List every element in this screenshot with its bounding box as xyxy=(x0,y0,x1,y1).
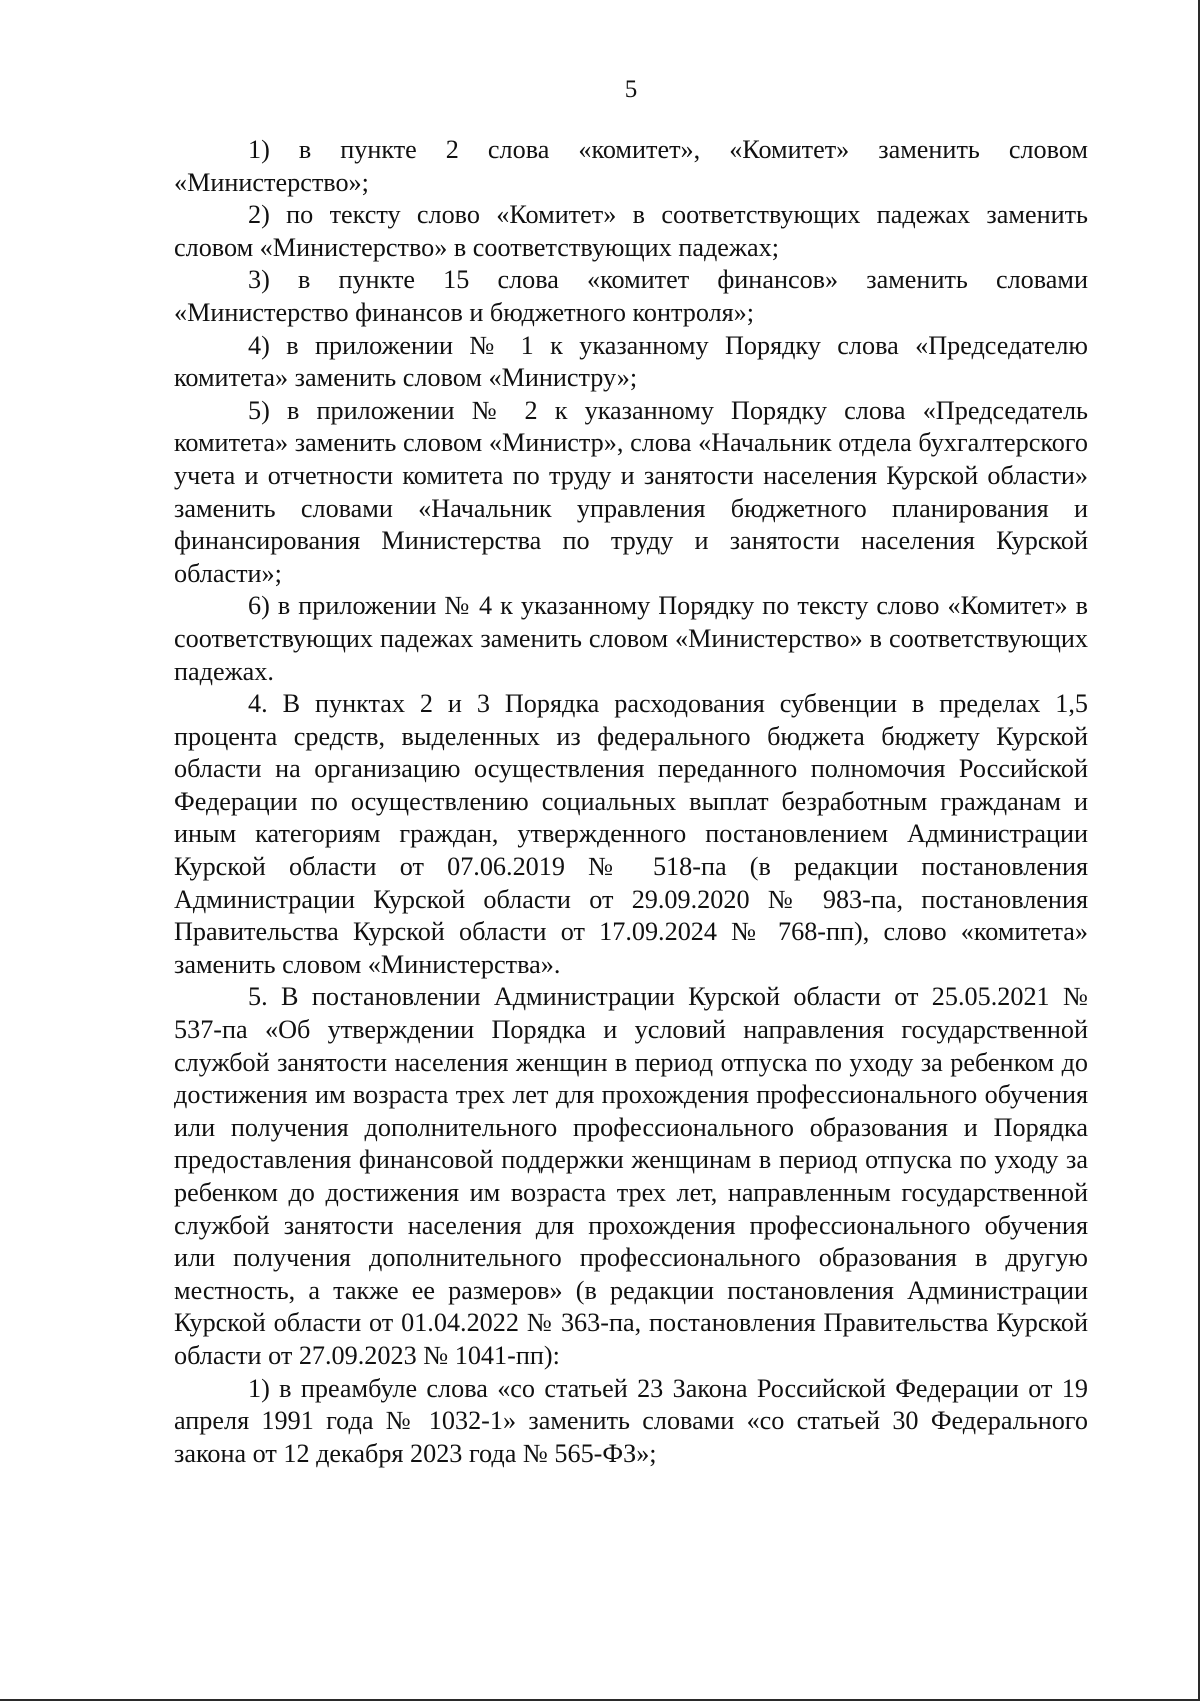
paragraph-item-4-appendix-1: 4) в приложении № 1 к указанному Порядку слова «Председателю комитета» заменить словом «Министру»; xyxy=(174,330,1088,393)
page-number: 5 xyxy=(624,76,638,103)
paragraph-item-3-finance-committee: 3) в пункте 15 слова «комитет финансов» заменить словами «Министерство финансов и бюджетного контроля»; xyxy=(174,265,1088,327)
paragraph-item-5-appendix-2: 5) в приложении № 2 к указанному Порядку слова «Председатель комитета» заменить словом «Министр», слова «Начальник отдела бухгалтерского учета и отчетности комитета по труду и занятости населения Курской области» заменить словами «Начальник управления бюджетного планирования и финансирования Министерства по труду и занятости населения Курской области»; xyxy=(174,395,1088,588)
paragraph-section-4: 4. В пунктах 2 и 3 Порядка расходования субвенции в пределах 1,5 процента средств, выделенных из федерального бюджета бюджету Курской области на организацию осуществления переданного полномочия Российской Федерации по осуществлению социальных выплат безработным гражданам и иным категориям граждан, утвержденного постановлением Администрации Курской области от 07.06.2019 № 518-па (в редакции постановления Администрации Курской области от 29.09.2020 № 983-па, постановления Правительства Курской области от 17.09.2024 № 768-пп), слово «комитета» заменить словом «Министерства». xyxy=(174,689,1088,979)
paragraph-item-2-text-replacement: 2) по тексту слово «Комитет» в соответствующих падежах заменить словом «Министерство» в соответствующих падежах; xyxy=(174,200,1088,262)
document-body xyxy=(174,134,1088,1470)
paragraph-section-5: 5. В постановлении Администрации Курской области от 25.05.2021 № 537-па «Об утверждении Порядка и условий направления государственной службой занятости населения женщин в период отпуска по уходу за ребенком до достижения им возраста трех лет для прохождения профессионального обучения или получения дополнительного профессионального образования и Порядка предоставления финансовой поддержки женщинам в период отпуска по уходу за ребенком до достижения им возраста трех лет, направленным государственной службой занятости населения для прохождения профессионального обучения или получения дополнительного профессионального образования в другую местность, а также ее размеров» (в редакции постановления Администрации Курской области от 01.04.2022 № 363-па, постановления Правительства Курской области от 27.09.2023 № 1041-пп): xyxy=(174,982,1088,1370)
paragraph-item-1-preamble: 1) в преамбуле слова «со статьей 23 Закона Российской Федерации от 19 апреля 1991 года № 1032-1» заменить словами «со статьей 30 Федерального закона от 12 декабря 2023 года № 565-ФЗ»; xyxy=(174,1373,1088,1468)
paragraph-item-1-comitet-replacement: 1) в пункте 2 слова «комитет», «Комитет» заменить словом «Министерство»; xyxy=(174,135,1088,197)
paragraph-item-6-appendix-4: 6) в приложении № 4 к указанному Порядку по тексту слово «Комитет» в соответствующих падежах заменить словом «Министерство» в соответствующих падежах. xyxy=(174,591,1088,686)
